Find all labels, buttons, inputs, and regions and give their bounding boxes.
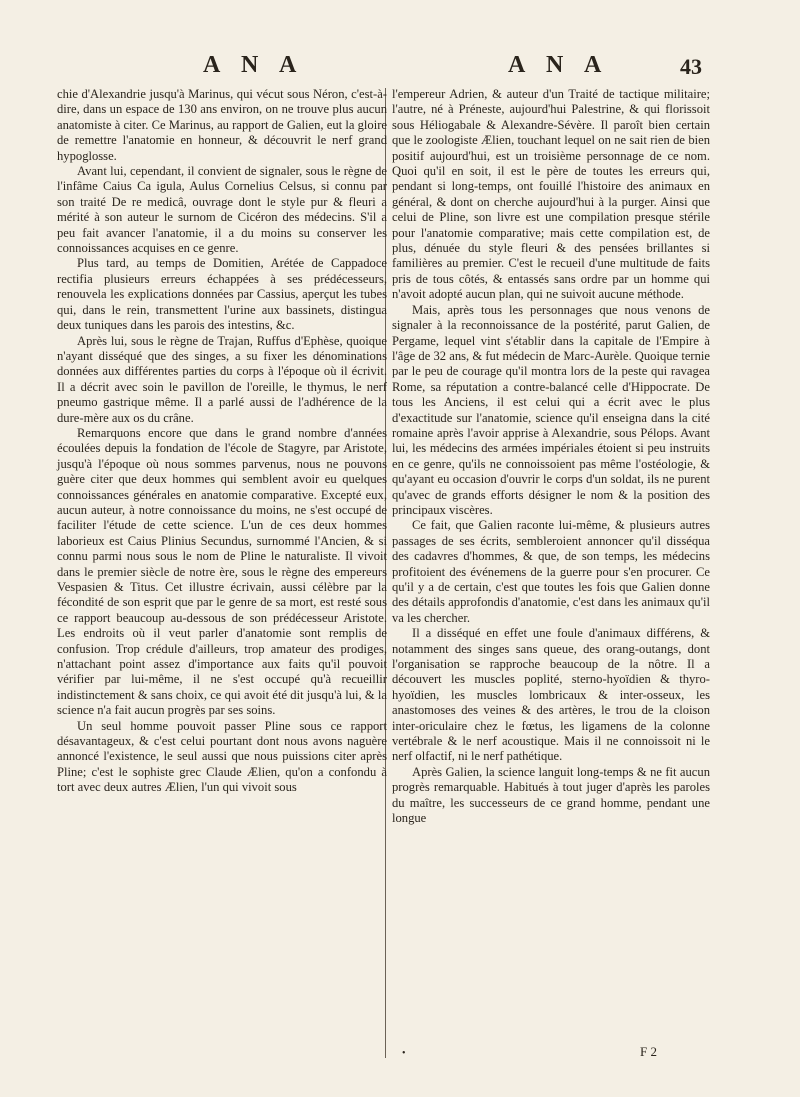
header-right-title: A N A	[508, 52, 610, 78]
running-header	[0, 52, 800, 92]
paragraph: Il a disséqué en effet une foule d'animaux différens, & notamment des singes sans queue, des orang-outangs, dont l'organisation se rapproche beaucoup de la nôtre. Il a découvert les muscles poplité, sterno-hyoïdien & thyro-hyoïdien, les muscles lombricaux & inter-osseux, les anastomoses des veines & des artères, le trou de la cloison inter-oriculaire chez le fœtus, les ligamens de la colonne vertébrale & le nerf acoustique. Mais il ne connoissoit ni le nerf olfactif, ni le nerf pathétique.	[392, 626, 710, 764]
printer-bullet: •	[402, 1048, 406, 1059]
right-column	[392, 87, 710, 827]
signature-mark: F 2	[640, 1044, 657, 1059]
page-number: 43	[680, 54, 702, 79]
paragraph: chie d'Alexandrie jusqu'à Marinus, qui vécut sous Néron, c'est-à-dire, dans un espace de 130 ans environ, on ne trouve plus aucun anatomiste à citer. Ce Marinus, au rapport de Galien, eut la gloire de remettre l'anatomie en honneur, & découvrit le nerf grand hypoglosse.	[57, 87, 387, 163]
header-left-title: A N A	[203, 52, 305, 78]
paragraph: Mais, après tous les personnages que nous venons de signaler à la reconnoissance de la postérité, parut Galien, de Pergame, lequel vint s'établir dans la capitale de l'Empire à l'âge de 32 ans, & fut médecin de Marc-Aurèle. Quoique ternie par le peu de courage qu'il montra lors de la peste qui ravagea Rome, sa réputation a contre-balancé celle d'Hippocrate. De tous les Anciens, il est celui qui a écrit avec le plus d'exactitude sur l'anatomie, science qu'il enseigna dans la cité romaine après l'avoir apprise à Alexandrie, sous Pélops. Avant lui, les médecins des armées impériales étoient si peu instruits en ce genre, qu'ils ne connoissoient pas même l'ostéologie, & qu'ayant eu occasion d'ouvrir le corps d'un soldat, ils ne purent qu'avec de grands efforts désigner le nom & la position des principaux viscères.	[392, 302, 710, 517]
paragraph: Ce fait, que Galien raconte lui-même, & plusieurs autres passages de ses écrits, sembleroient annoncer qu'il disséqua des cadavres d'hommes, & que, de son temps, les médecins profitoient des événemens de la guerre pour s'en procurer. Ce qu'il y a de certain, c'est que toutes les fois que Galien donne des détails approfondis d'anatomie, c'est dans les animaux qu'il va les chercher.	[392, 518, 710, 625]
paragraph: Après lui, sous le règne de Trajan, Ruffus d'Ephèse, quoique n'ayant disséqué que des singes, a su fixer les dénominations données aux différentes parties du corps à l'époque où il écrivit. Il a décrit avec soin le pavillon de l'oreille, le thymus, le nerf pneumo gastrique même. Il a parlé aussi de l'adhérence de la dure-mère aux os du crâne.	[57, 333, 387, 425]
paragraph: Remarquons encore que dans le grand nombre d'années écoulées depuis la fondation de l'école de Stagyre, par Aristote, jusqu'à l'époque où nous sommes parvenus, nous ne pouvons guère citer que deux hommes qui semblent avoir eu quelques connoissances générales en anatomie comparative. Excepté eux, aucun auteur, à notre connoissance du moins, ne s'est occupé de faciliter l'étude de cette science. L'un de ces deux hommes laborieux est Caius Plinius Secundus, surnommé l'Ancien, & si connu parmi nous sous le nom de Pline le naturaliste. Il vivoit dans le premier siècle de notre ère, sous le règne des empereurs Vespasien & Titus. Cet illustre écrivain, aussi célèbre par la fécondité de son esprit que par le genre de sa mort, est resté sous ce rapport beaucoup au-dessous de son prédécesseur Aristote. Les endroits où il veut parler d'anatomie sont remplis de confusion. Trop crédule d'ailleurs, trop amateur des prodiges, n'attachant point assez d'importance aux faits qu'il pouvoit vérifier par lui-même, il ne s'est occupé qu'à recueillir indistinctement & sans choix, ce qui avoit été dit jusqu'à lui, & la science n'a fait aucun progrès par ses soins.	[57, 425, 387, 718]
paragraph: Un seul homme pouvoit passer Pline sous ce rapport désavantageux, & c'est celui pourtant dont nous avons naguère annoncé l'existence, le seul aussi que nous puissions citer après Pline; c'est le sophiste grec Claude Ælien, qu'on a confondu à tort avec deux autres Ælien, l'un qui vivoit sous	[57, 718, 387, 795]
paragraph: l'empereur Adrien, & auteur d'un Traité de tactique militaire; l'autre, né à Préneste, aujourd'hui Palestrine, & qui florissoit sous Héliogabale & Alexandre-Sévère. Il paroît bien certain que le zoologiste Ælien, touchant lequel on ne sait rien de bien positif aujourd'hui, est un troisième personnage de ce nom. Quoi qu'il en soit, il est le père de toutes les erreurs qui, pendant si long-temps, ont fouillé l'histoire des animaux en général, & dont on cherche aujourd'hui à la purger. Ainsi que celui de Pline, son livre est une compilation presque stérile pour l'anatomie comparative; mais cette compilation est, de plus, dénuée du style fleuri & des pensées brillantes si familières au premier. C'est le recueil d'une multitude de faits pris de tous côtés, & entassés sans ordre par un homme qui n'avoit adopté aucun plan, qui ne suivoit aucune méthode.	[392, 87, 710, 302]
paragraph: Plus tard, au temps de Domitien, Arétée de Cappadoce rectifia plusieurs erreurs échappées à ses prédécesseurs, renouvela les explications données par Cassius, aperçut les tubes qui, dans le rein, transmettent l'urine aux bassinets, distingua deux tuniques dans les parois des intestins, &c.	[57, 256, 387, 333]
left-column	[57, 87, 387, 796]
paragraph: Avant lui, cependant, il convient de signaler, sous le règne de l'infâme Caius Ca igula, Aulus Cornelius Celsus, si connu par son traité De re medicâ, ouvrage dont le style pur & fleuri a mérité à son auteur le surnom de Cicéron des médecins. S'il a peu fait avancer l'anatomie, il a du moins su conserver les connoissances acquises en ce genre.	[57, 164, 387, 256]
paragraph: Après Galien, la science languit long-temps & ne fit aucun progrès remarquable. Habitués à tout juger d'après les paroles du maître, les successeurs de ce grand homme, pendant une longue	[392, 764, 710, 826]
